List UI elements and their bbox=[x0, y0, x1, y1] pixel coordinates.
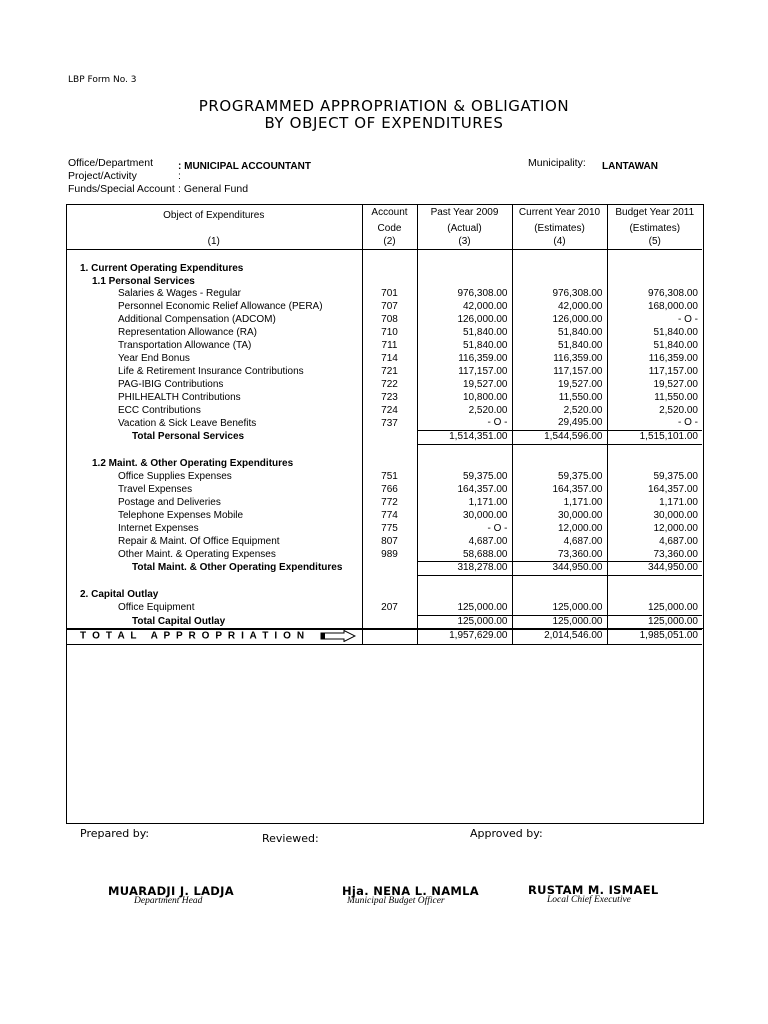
blank-cell bbox=[362, 276, 417, 289]
project-value: : bbox=[178, 170, 181, 182]
item-name: Travel Expenses bbox=[118, 484, 193, 495]
blank-cell bbox=[512, 458, 607, 471]
total-personal-services-past: 1,514,351.00 bbox=[417, 431, 512, 445]
item-budget: 117,157.00 bbox=[607, 366, 702, 379]
item-current: 51,840.00 bbox=[512, 340, 607, 353]
table-row bbox=[66, 471, 702, 484]
blank-cell bbox=[362, 249, 417, 262]
reviewed-name: Hja. NENA L. NAMLA bbox=[342, 884, 480, 898]
total-mooe-budget: 344,950.00 bbox=[607, 562, 702, 576]
reviewed-label: Reviewed: bbox=[262, 832, 319, 845]
item-budget: 59,375.00 bbox=[607, 471, 702, 484]
item-current: 59,375.00 bbox=[512, 471, 607, 484]
item-code: 989 bbox=[362, 549, 417, 562]
table-row bbox=[66, 301, 702, 314]
item-name: PHILHEALTH Contributions bbox=[118, 391, 241, 403]
total-personal-services bbox=[66, 431, 702, 445]
item-past: 164,357.00 bbox=[417, 484, 512, 497]
item-name: Internet Expenses bbox=[118, 522, 199, 534]
blank-cell bbox=[607, 576, 702, 589]
item-code: 711 bbox=[362, 340, 417, 353]
approved-title: Local Chief Executive bbox=[547, 895, 631, 905]
blank-cell bbox=[417, 249, 512, 262]
total-mooe-label: Total Maint. & Other Operating Expenditures bbox=[132, 562, 343, 574]
blank-cell bbox=[417, 576, 512, 589]
item-name: Life & Retirement Insurance Contributions bbox=[118, 365, 304, 377]
document-title-line1: PROGRAMMED APPROPRIATION & OBLIGATION bbox=[198, 97, 570, 115]
blank-row bbox=[66, 249, 702, 262]
reviewed-title: Municipal Budget Officer bbox=[347, 896, 445, 906]
table-row bbox=[66, 405, 702, 418]
grand-total-budget: 1,985,051.00 bbox=[607, 629, 702, 644]
blank-cell bbox=[512, 445, 607, 458]
item-name: Telephone Expenses Mobile bbox=[118, 509, 244, 521]
item-name: Transportation Allowance (TA) bbox=[118, 340, 252, 352]
header-code-num: (2) bbox=[362, 236, 417, 249]
header-past-2: (Actual) bbox=[417, 223, 512, 236]
item-budget: 2,520.00 bbox=[607, 405, 702, 418]
total-personal-services-budget: 1,515,101.00 bbox=[607, 431, 702, 445]
header-budget-2: (Estimates) bbox=[607, 223, 702, 236]
table-row bbox=[66, 392, 702, 405]
municipality-value: LANTAWAN bbox=[602, 161, 658, 172]
funds-value: : General Fund bbox=[178, 183, 249, 195]
section-mooe-label: 1.2 Maint. & Other Operating Expenditures bbox=[92, 458, 294, 470]
grand-total-current: 2,014,546.00 bbox=[512, 629, 607, 644]
table-row bbox=[66, 536, 702, 549]
section-capital-outlay-label: 2. Capital Outlay bbox=[80, 589, 159, 601]
blank-cell bbox=[512, 249, 607, 262]
item-budget: 116,359.00 bbox=[607, 353, 702, 366]
item-current: 29,495.00 bbox=[512, 417, 607, 430]
item-code: 774 bbox=[362, 510, 417, 523]
total-capital-outlay bbox=[66, 616, 702, 630]
total-mooe-current: 344,950.00 bbox=[512, 562, 607, 576]
item-budget: 125,000.00 bbox=[607, 602, 702, 615]
grand-total-row bbox=[66, 629, 702, 644]
item-past: 976,308.00 bbox=[417, 288, 512, 301]
item-name: ECC Contributions bbox=[118, 404, 201, 416]
blank-cell bbox=[607, 589, 702, 602]
header-object-num: (1) bbox=[66, 236, 362, 249]
item-name: PAG-IBIG Contributions bbox=[118, 378, 224, 390]
blank-cell bbox=[362, 616, 417, 630]
blank-cell bbox=[607, 458, 702, 471]
approved-name: RUSTAM M. ISMAEL bbox=[528, 883, 659, 897]
header-past-num: (3) bbox=[417, 236, 512, 249]
header-object: Object of Expenditures bbox=[163, 210, 265, 221]
item-code: 724 bbox=[362, 405, 417, 418]
item-name: Postage and Deliveries bbox=[118, 496, 221, 508]
header-code-1: Account bbox=[362, 204, 417, 223]
grand-total-past: 1,957,629.00 bbox=[417, 629, 512, 644]
item-current: 1,171.00 bbox=[512, 497, 607, 510]
item-budget: 976,308.00 bbox=[607, 288, 702, 301]
header-current-1: Current Year 2010 bbox=[512, 204, 607, 223]
item-past: 30,000.00 bbox=[417, 510, 512, 523]
remarks-box bbox=[66, 627, 704, 824]
table-row bbox=[66, 288, 702, 301]
item-current: 19,527.00 bbox=[512, 379, 607, 392]
item-name: Vacation & Sick Leave Benefits bbox=[118, 417, 257, 429]
total-mooe-past: 318,278.00 bbox=[417, 562, 512, 576]
item-past: 19,527.00 bbox=[417, 379, 512, 392]
item-budget: 51,840.00 bbox=[607, 327, 702, 340]
header-past-1: Past Year 2009 bbox=[417, 204, 512, 223]
item-budget: 73,360.00 bbox=[607, 549, 702, 562]
blank-cell bbox=[66, 445, 362, 458]
table-row bbox=[66, 523, 702, 536]
project-label: Project/Activity bbox=[68, 170, 137, 182]
item-name: Salaries & Wages - Regular bbox=[118, 288, 242, 300]
item-past: 126,000.00 bbox=[417, 314, 512, 327]
blank-cell bbox=[512, 576, 607, 589]
grand-total-label-cell bbox=[66, 629, 362, 644]
item-code: 701 bbox=[362, 288, 417, 301]
section-personal-services-label: 1.1 Personal Services bbox=[92, 275, 195, 287]
table-row bbox=[66, 353, 702, 366]
section-mooe bbox=[66, 458, 702, 471]
item-budget: 30,000.00 bbox=[607, 510, 702, 523]
document-title-line2: BY OBJECT OF EXPENDITURES bbox=[264, 114, 504, 132]
total-mooe bbox=[66, 562, 702, 576]
item-budget: 12,000.00 bbox=[607, 523, 702, 536]
header-current-num: (4) bbox=[512, 236, 607, 249]
item-name: Representation Allowance (RA) bbox=[118, 327, 257, 339]
item-past: 10,800.00 bbox=[417, 392, 512, 405]
item-name: Year End Bonus bbox=[118, 352, 190, 364]
item-code: 207 bbox=[362, 602, 417, 615]
section-current-operating bbox=[66, 263, 702, 276]
item-current: 12,000.00 bbox=[512, 523, 607, 536]
item-name: Repair & Maint. Of Office Equipment bbox=[118, 535, 280, 547]
total-capital-outlay-label: Total Capital Outlay bbox=[132, 615, 226, 627]
blank-cell bbox=[512, 263, 607, 276]
item-name: Office Supplies Expenses bbox=[118, 471, 232, 483]
office-label: Office/Department bbox=[68, 157, 154, 169]
blank-cell bbox=[417, 276, 512, 289]
item-budget: - O - bbox=[607, 417, 702, 430]
item-current: 4,687.00 bbox=[512, 536, 607, 549]
item-current: 2,520.00 bbox=[512, 405, 607, 418]
item-code: 723 bbox=[362, 392, 417, 405]
item-budget: 168,000.00 bbox=[607, 301, 702, 314]
blank-cell bbox=[512, 589, 607, 602]
item-current: 42,000.00 bbox=[512, 301, 607, 314]
item-past: 1,171.00 bbox=[417, 497, 512, 510]
item-budget: 1,171.00 bbox=[607, 497, 702, 510]
blank-cell bbox=[607, 276, 702, 289]
blank-cell bbox=[362, 576, 417, 589]
item-current: 976,308.00 bbox=[512, 288, 607, 301]
arrow-right-icon bbox=[320, 630, 356, 642]
item-name: Personnel Economic Relief Allowance (PERA) bbox=[118, 301, 323, 313]
prepared-name: MUARADJI J. LADJA bbox=[108, 884, 234, 898]
item-current: 164,357.00 bbox=[512, 484, 607, 497]
section-capital-outlay bbox=[66, 589, 702, 602]
item-past: 59,375.00 bbox=[417, 471, 512, 484]
table-row bbox=[66, 510, 702, 523]
item-code: 714 bbox=[362, 353, 417, 366]
table-row bbox=[66, 497, 702, 510]
blank-cell bbox=[362, 458, 417, 471]
total-capital-outlay-past: 125,000.00 bbox=[417, 616, 512, 630]
item-past: 42,000.00 bbox=[417, 301, 512, 314]
table-row bbox=[66, 314, 702, 327]
blank-cell bbox=[362, 629, 417, 644]
item-budget: 19,527.00 bbox=[607, 379, 702, 392]
municipality-label: Municipality: bbox=[528, 157, 586, 169]
header-code-2: Code bbox=[362, 223, 417, 236]
item-past: 4,687.00 bbox=[417, 536, 512, 549]
expenditure-table bbox=[66, 204, 702, 645]
item-code: 722 bbox=[362, 379, 417, 392]
blank-cell bbox=[66, 249, 362, 262]
item-past: - O - bbox=[417, 523, 512, 536]
item-past: 58,688.00 bbox=[417, 549, 512, 562]
item-code: 766 bbox=[362, 484, 417, 497]
header-budget-1: Budget Year 2011 bbox=[607, 204, 702, 223]
item-budget: 11,550.00 bbox=[607, 392, 702, 405]
grand-total-label: T O T A L A P P R O P R I A T I O N bbox=[80, 630, 306, 642]
item-name: Additional Compensation (ADCOM) bbox=[118, 314, 276, 326]
item-current: 116,359.00 bbox=[512, 353, 607, 366]
blank-cell bbox=[512, 276, 607, 289]
item-current: 125,000.00 bbox=[512, 602, 607, 615]
table-row bbox=[66, 549, 702, 562]
blank-cell bbox=[607, 249, 702, 262]
table-row bbox=[66, 417, 702, 430]
item-past: 125,000.00 bbox=[417, 602, 512, 615]
item-current: 73,360.00 bbox=[512, 549, 607, 562]
prepared-title: Department Head bbox=[134, 896, 203, 906]
table-row bbox=[66, 327, 702, 340]
approved-by-label: Approved by: bbox=[470, 827, 543, 840]
item-code: 807 bbox=[362, 536, 417, 549]
item-budget: 51,840.00 bbox=[607, 340, 702, 353]
item-code: 775 bbox=[362, 523, 417, 536]
funds-label: Funds/Special Account bbox=[68, 183, 175, 195]
item-name: Office Equipment bbox=[118, 602, 195, 614]
blank-row bbox=[66, 445, 702, 458]
section-current-operating-label: 1. Current Operating Expenditures bbox=[80, 262, 244, 274]
item-current: 51,840.00 bbox=[512, 327, 607, 340]
blank-row bbox=[66, 576, 702, 589]
blank-cell bbox=[362, 263, 417, 276]
blank-cell bbox=[417, 263, 512, 276]
item-past: 116,359.00 bbox=[417, 353, 512, 366]
item-current: 117,157.00 bbox=[512, 366, 607, 379]
total-capital-outlay-budget: 125,000.00 bbox=[607, 616, 702, 630]
item-code: 772 bbox=[362, 497, 417, 510]
blank-cell bbox=[417, 589, 512, 602]
blank-cell bbox=[66, 576, 362, 589]
item-current: 126,000.00 bbox=[512, 314, 607, 327]
prepared-by-label: Prepared by: bbox=[80, 827, 150, 840]
office-value: : MUNICIPAL ACCOUNTANT bbox=[178, 161, 311, 172]
item-budget: - O - bbox=[607, 314, 702, 327]
form-number: LBP Form No. 3 bbox=[68, 75, 137, 85]
table-row bbox=[66, 602, 702, 615]
item-code: 721 bbox=[362, 366, 417, 379]
item-past: 51,840.00 bbox=[417, 340, 512, 353]
table-row bbox=[66, 379, 702, 392]
table-row bbox=[66, 484, 702, 497]
total-personal-services-label: Total Personal Services bbox=[132, 431, 245, 443]
item-budget: 164,357.00 bbox=[607, 484, 702, 497]
blank-cell bbox=[362, 562, 417, 576]
header-current-2: (Estimates) bbox=[512, 223, 607, 236]
item-code: 751 bbox=[362, 471, 417, 484]
blank-cell bbox=[417, 445, 512, 458]
item-past: 117,157.00 bbox=[417, 366, 512, 379]
section-personal-services bbox=[66, 276, 702, 289]
item-past: 51,840.00 bbox=[417, 327, 512, 340]
item-code: 707 bbox=[362, 301, 417, 314]
total-personal-services-current: 1,544,596.00 bbox=[512, 431, 607, 445]
item-past: - O - bbox=[417, 417, 512, 430]
item-current: 30,000.00 bbox=[512, 510, 607, 523]
item-code: 710 bbox=[362, 327, 417, 340]
header-budget-num: (5) bbox=[607, 236, 702, 249]
total-capital-outlay-current: 125,000.00 bbox=[512, 616, 607, 630]
blank-cell bbox=[362, 445, 417, 458]
item-past: 2,520.00 bbox=[417, 405, 512, 418]
item-code: 708 bbox=[362, 314, 417, 327]
blank-cell bbox=[607, 445, 702, 458]
item-name: Other Maint. & Operating Expenses bbox=[118, 548, 276, 560]
item-budget: 4,687.00 bbox=[607, 536, 702, 549]
blank-cell bbox=[607, 263, 702, 276]
blank-cell bbox=[362, 431, 417, 445]
table-row bbox=[66, 340, 702, 353]
item-code: 737 bbox=[362, 417, 417, 430]
blank-cell bbox=[362, 589, 417, 602]
blank-cell bbox=[417, 458, 512, 471]
item-current: 11,550.00 bbox=[512, 392, 607, 405]
table-row bbox=[66, 366, 702, 379]
